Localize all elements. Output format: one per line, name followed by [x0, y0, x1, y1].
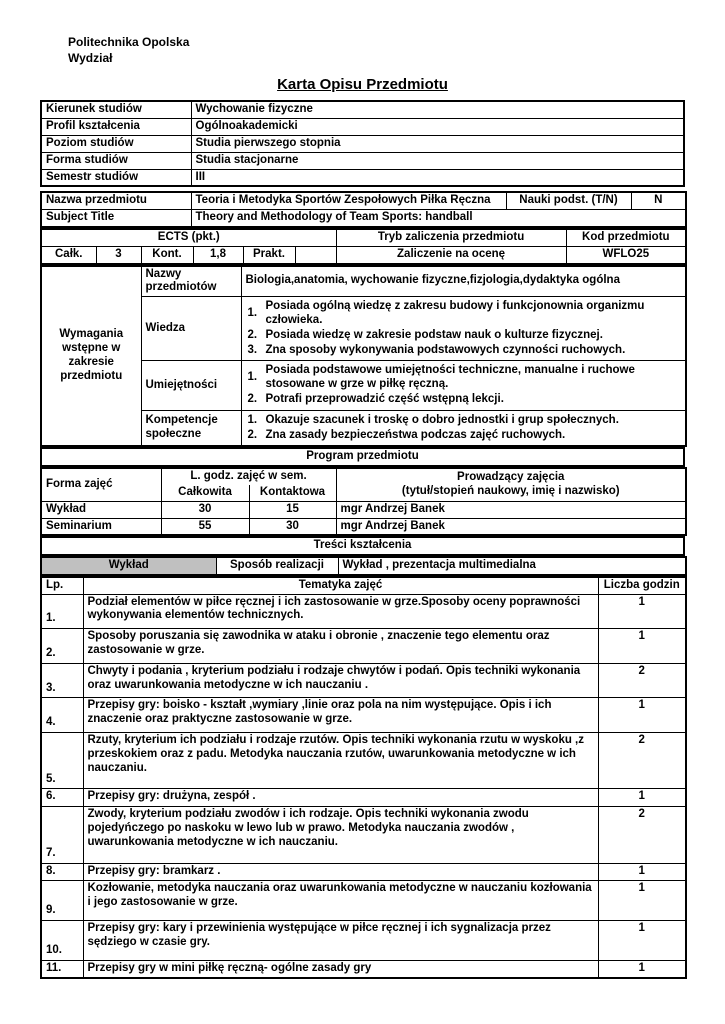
- content-section-title: Treści kształcenia: [41, 537, 684, 555]
- topic-text: Przepisy gry: bramkarz .: [83, 863, 598, 881]
- ects-table: [40, 228, 687, 265]
- list-item-text: Zna sposoby wykonywania podstawowych czynności ruchowych.: [265, 343, 626, 356]
- social-competences-items: [241, 410, 686, 446]
- field-label: Forma studiów: [41, 152, 191, 169]
- topic-text: Chwyty i podania , kryterium podziału i rodzaje chwytów i podań. Opis techniki wykonania oraz uwarunkowania metodyczne w ich nauczaniu .: [83, 663, 598, 698]
- hours-value: 1: [598, 921, 686, 961]
- row-number: 9.: [41, 881, 83, 921]
- hours-header: Liczba godzin: [598, 577, 686, 594]
- skills-items: [241, 361, 686, 410]
- course-code-value: WFLO25: [566, 246, 686, 263]
- contact-hours-value: 30: [249, 518, 336, 535]
- topic-text: Sposoby poruszania się zawodnika w ataku i obronie , znaczenie tego elementu oraz zastosowanie w grze.: [83, 629, 598, 664]
- subject-title-label: Subject Title: [41, 210, 191, 227]
- list-item-text: Posiada wiedzę w zakresie podstaw nauk o kulturze fizycznej.: [265, 328, 603, 341]
- list-item-number: 1.: [247, 307, 258, 320]
- field-value: Studia stacjonarne: [191, 152, 684, 169]
- document-title: Karta Opisu Przedmiotu: [277, 76, 448, 94]
- practical-ects-label: Prakt.: [243, 246, 295, 263]
- contact-hours-header: Kontaktowa: [249, 485, 336, 501]
- total-hours-value: 30: [161, 501, 249, 518]
- row-number: 11.: [41, 960, 83, 978]
- basic-science-label: Nauki podst. (T/N): [506, 192, 631, 209]
- prereq-subjects-label: Nazwy przedmiotów: [141, 266, 241, 297]
- university-name: Politechnika Opolska: [68, 35, 190, 49]
- practical-ects-value: [295, 246, 336, 263]
- program-section-title: Program przedmiotu: [41, 448, 684, 466]
- list-item: [246, 414, 682, 428]
- table-row: [41, 152, 684, 169]
- field-value: Ogólnoakademicki: [191, 119, 684, 136]
- field-label: Profil kształcenia: [41, 119, 191, 136]
- table-row: [41, 807, 686, 863]
- subject-title-value: Theory and Methodology of Team Sports: handball: [191, 210, 686, 227]
- class-type-label: Wykład: [41, 557, 216, 575]
- subject-name-label: Nazwa przedmiotu: [41, 192, 191, 209]
- table-row: [41, 448, 684, 466]
- subject-name-value: Teoria i Metodyka Sportów Zespołowych Piłka Ręczna: [191, 192, 506, 209]
- table-row: [41, 210, 686, 227]
- table-row: [41, 594, 686, 629]
- hours-value: 1: [598, 594, 686, 629]
- lecturer-header: [336, 468, 686, 501]
- hours-value: 2: [598, 663, 686, 698]
- table-row: [41, 518, 686, 535]
- row-number: 3.: [41, 663, 83, 698]
- table-row: [41, 698, 686, 733]
- row-number: 8.: [41, 863, 83, 881]
- lecturer-header-sub: (tytuł/stopień naukowy, imię i nazwisko): [401, 484, 620, 497]
- skills-label: Umiejętności: [141, 361, 241, 410]
- field-value: III: [191, 169, 684, 186]
- hours-value: 1: [598, 629, 686, 664]
- table-row: [41, 863, 686, 881]
- list-item: [246, 344, 682, 358]
- course-code-label: Kod przedmiotu: [566, 229, 686, 246]
- table-row: [41, 246, 686, 263]
- field-label: Kierunek studiów: [41, 101, 191, 118]
- topic-text: Podział elementów w piłce ręcznej i ich zastosowanie w grze.Sposoby oceny poprawności wykonywania elementów technicznych.: [83, 594, 598, 629]
- topic-header: Tematyka zajęć: [83, 577, 598, 594]
- table-row: [41, 921, 686, 961]
- table-row: [41, 266, 686, 297]
- hours-value: 1: [598, 881, 686, 921]
- class-form-header: Forma zajęć: [41, 468, 161, 501]
- topics-table: [40, 576, 687, 980]
- row-number: 5.: [41, 733, 83, 789]
- list-item-number: 2.: [247, 328, 258, 341]
- realization-table: [40, 556, 687, 576]
- list-item: [246, 429, 682, 443]
- lecturer-value: mgr Andrzej Banek: [336, 501, 686, 518]
- hours-value: 2: [598, 807, 686, 863]
- list-item-text: Zna zasady bezpieczeństwa podczas zajęć ruchowych.: [265, 428, 566, 441]
- row-number: 2.: [41, 629, 83, 664]
- table-row: [41, 663, 686, 698]
- list-item-text: Posiada podstawowe umiejętności techniczne, manualne i ruchowe stosowane w grze w piłkę ręczną.: [265, 364, 635, 391]
- ects-label: ECTS (pkt.): [41, 229, 336, 246]
- list-item: [246, 393, 682, 407]
- table-row: [41, 733, 686, 789]
- contact-ects-label: Kont.: [141, 246, 193, 263]
- list-item-number: 2.: [247, 428, 258, 441]
- topic-text: Przepisy gry: kary i przewinienia występujące w piłce ręcznej i ich sygnalizacja przez sędziego w czasie gry.: [83, 921, 598, 961]
- subject-table: [40, 191, 687, 228]
- total-hours-header: Całkowita: [161, 485, 249, 501]
- list-item-text: Okazuje szacunek i troskę o dobro jednostki i grup społecznych.: [265, 413, 619, 426]
- hours-value: 1: [598, 960, 686, 978]
- table-row: [41, 501, 686, 518]
- lp-header: Lp.: [41, 577, 83, 594]
- list-item-text: Potrafi przeprowadzić część wstępną lekcji.: [265, 392, 504, 405]
- topic-text: Przepisy gry: drużyna, zespół .: [83, 789, 598, 807]
- total-ects-label: Całk.: [41, 246, 96, 263]
- grading-mode-label: Tryb zaliczenia przedmiotu: [336, 229, 566, 246]
- program-table: [40, 467, 687, 536]
- class-form-value: Wykład: [41, 501, 161, 518]
- table-row: [41, 557, 686, 575]
- hours-value: 2: [598, 733, 686, 789]
- table-row: [41, 960, 686, 978]
- table-header-row: [41, 577, 686, 594]
- hours-value: 1: [598, 863, 686, 881]
- prereq-subjects-value: Biologia,anatomia, wychowanie fizyczne,fizjologia,dydaktyka ogólna: [241, 266, 686, 297]
- lecturer-header-label: Prowadzący zajęcia: [457, 471, 565, 484]
- field-label: Poziom studiów: [41, 135, 191, 152]
- table-row: [41, 537, 684, 555]
- knowledge-label: Wiedza: [141, 297, 241, 361]
- content-section-header: [40, 536, 685, 556]
- requirements-table: [40, 265, 687, 448]
- requirements-side-label: Wymagania wstępne w zakresie przedmiotu: [41, 266, 141, 447]
- list-item: [246, 329, 682, 343]
- contact-ects-value: 1,8: [193, 246, 243, 263]
- list-item-text: Posiada ogólną wiedzę z zakresu budowy i funkcjonownia organizmu człowieka.: [265, 300, 645, 326]
- table-row: [41, 629, 686, 664]
- table-row: [41, 135, 684, 152]
- table-row: [41, 192, 686, 209]
- topic-text: Przepisy gry w mini piłkę ręczną- ogólne zasady gry: [83, 960, 598, 978]
- class-form-value: Seminarium: [41, 518, 161, 535]
- list-item: [246, 300, 682, 328]
- row-number: 7.: [41, 807, 83, 863]
- grading-mode-value: Zaliczenie na ocenę: [336, 246, 566, 263]
- program-section-header: [40, 447, 685, 467]
- list-item-number: 2.: [247, 392, 258, 405]
- list-item-number: 1.: [247, 371, 258, 384]
- total-ects-value: 3: [96, 246, 141, 263]
- faculty-label: Wydział: [68, 51, 113, 66]
- row-number: 6.: [41, 789, 83, 807]
- table-row: [41, 789, 686, 807]
- table-row: [41, 881, 686, 921]
- list-item-number: 3.: [247, 343, 258, 356]
- field-label: Semestr studiów: [41, 169, 191, 186]
- topic-text: Kozłowanie, metodyka nauczania oraz uwarunkowania metodyczne w nauczaniu kozłowania i jego zastosowanie w grze.: [83, 881, 598, 921]
- hours-value: 1: [598, 789, 686, 807]
- knowledge-items: [241, 297, 686, 361]
- topic-text: Zwody, kryterium podziału zwodów i ich rodzaje. Opis techniki wykonania zwodu pojedyńczego po naskoku w lewo lub w prawo. Metodyka nauczania zwodów , uwarunkowania metodyczne w ich nauczaniu.: [83, 807, 598, 863]
- table-row: [41, 169, 684, 186]
- list-item: [246, 364, 682, 392]
- lecturer-value: mgr Andrzej Banek: [336, 518, 686, 535]
- list-item-number: 1.: [247, 413, 258, 426]
- hours-value: 1: [598, 698, 686, 733]
- row-number: 1.: [41, 594, 83, 629]
- contact-hours-value: 15: [249, 501, 336, 518]
- topic-text: Rzuty, kryterium ich podziału i rodzaje rzutów. Opis techniki wykonania rzutu w wyskoku ,z przeskokiem oraz z padu. Metodyka nauczania rzutów, uwarunkowania metodyczne w ich nauczaniu.: [83, 733, 598, 789]
- field-value: Wychowanie fizyczne: [191, 101, 684, 118]
- table-row: [41, 468, 686, 485]
- basic-science-value: N: [631, 192, 686, 209]
- table-row: [41, 101, 684, 118]
- social-competences-label: Kompetencje społeczne: [141, 410, 241, 446]
- letterhead: [68, 34, 685, 66]
- realization-method-value: Wykład , prezentacja multimedialna: [338, 557, 686, 575]
- total-hours-value: 55: [161, 518, 249, 535]
- realization-method-label: Sposób realizacji: [216, 557, 338, 575]
- table-row: [41, 119, 684, 136]
- field-value: Studia pierwszego stopnia: [191, 135, 684, 152]
- topic-text: Przepisy gry: boisko - kształt ,wymiary ,linie oraz pola na nim występujące. Opis i ich znaczenie oraz praktyczne zastosowanie w grze.: [83, 698, 598, 733]
- row-number: 4.: [41, 698, 83, 733]
- semester-hours-header: L. godz. zajęć w sem.: [161, 468, 336, 485]
- table-row: [41, 229, 686, 246]
- studies-info-table: [40, 100, 685, 187]
- row-number: 10.: [41, 921, 83, 961]
